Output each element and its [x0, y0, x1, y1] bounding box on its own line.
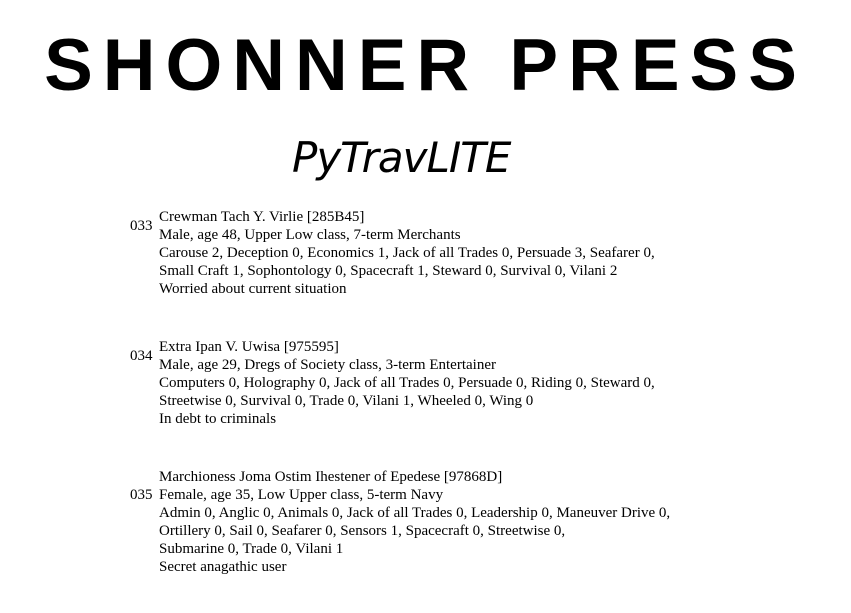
character-skills-line1: Admin 0, Anglic 0, Animals 0, Jack of all Trades 0, Leadership 0, Maneuver Drive 0,	[159, 505, 671, 521]
character-profile: Male, age 48, Upper Low class, 7-term Merchants	[159, 227, 461, 243]
character-number: 035	[130, 487, 153, 503]
character-note: Worried about current situation	[159, 281, 347, 297]
character-name: Marchioness Joma Ostim Ihestener of Epedese [97868D]	[159, 469, 503, 485]
character-profile: Female, age 35, Low Upper class, 5-term Navy	[159, 487, 444, 503]
publisher-title: SHONNER PRESS	[44, 25, 807, 106]
character-profile: Male, age 29, Dregs of Society class, 3-term Entertainer	[159, 357, 496, 373]
character-number: 033	[130, 218, 153, 234]
character-number: 034	[130, 348, 153, 364]
character-skills-line2: Ortillery 0, Sail 0, Seafarer 0, Sensors 1, Spacecraft 0, Streetwise 0,	[159, 523, 566, 539]
character-name: Extra Ipan V. Uwisa [975595]	[159, 339, 339, 355]
character-skills-line2: Streetwise 0, Survival 0, Trade 0, Vilani 1, Wheeled 0, Wing 0	[159, 393, 534, 409]
character-skills-line3: Submarine 0, Trade 0, Vilani 1	[159, 541, 344, 557]
character-skills-line2: Small Craft 1, Sophontology 0, Spacecraft 1, Steward 0, Survival 0, Vilani 2	[159, 263, 618, 279]
product-logo: PyTravLITE	[292, 133, 511, 182]
character-details	[159, 338, 655, 428]
character-details	[159, 468, 670, 576]
character-details	[159, 208, 655, 298]
character-skills-line1: Computers 0, Holography 0, Jack of all Trades 0, Persuade 0, Riding 0, Steward 0,	[159, 375, 655, 391]
character-name: Crewman Tach Y. Virlie [285B45]	[159, 209, 365, 225]
character-skills-line1: Carouse 2, Deception 0, Economics 1, Jack of all Trades 0, Persuade 3, Seafarer 0,	[159, 245, 655, 261]
character-note: In debt to criminals	[159, 411, 277, 427]
character-note: Secret anagathic user	[159, 559, 287, 575]
